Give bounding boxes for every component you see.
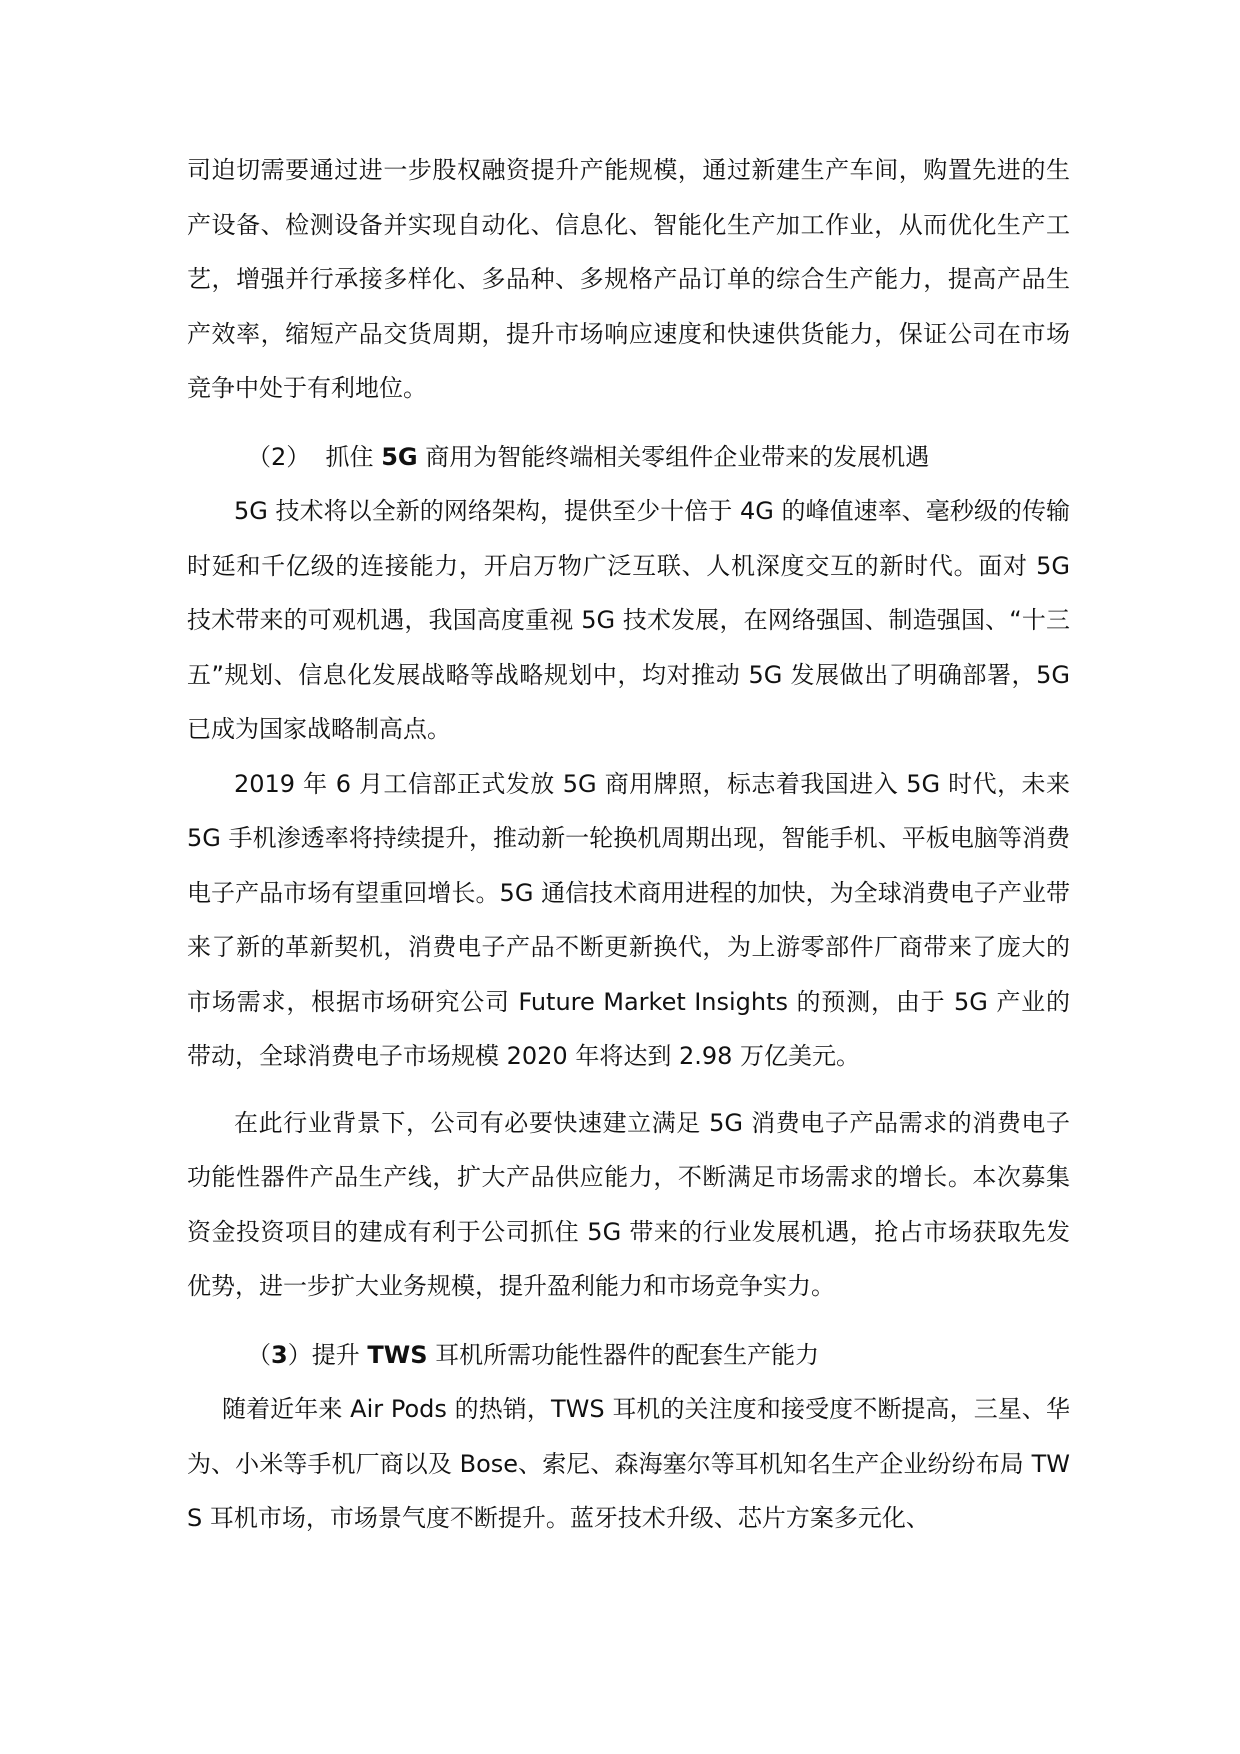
- heading-2-bold: 5G: [381, 442, 418, 471]
- heading-3-pre: 提升: [311, 1340, 368, 1369]
- paragraph-tws: 随着近年来 Air Pods 的热销，TWS 耳机的关注度和接受度不断提高，三星、华为、小米等手机厂商以及 Bose、索尼、森海塞尔等耳机知名生产企业纷纷布局 TWS 耳机市场，市场景气度不断提升。蓝牙技术升级、芯片方案多元化、: [187, 1395, 1070, 1532]
- section-heading-3: [187, 1328, 1070, 1383]
- heading-2-number: （2）: [247, 442, 311, 471]
- heading-3-number: 3: [271, 1340, 288, 1369]
- paragraph-capacity: 司迫切需要通过进一步股权融资提升产能规模，通过新建生产车间，购置先进的生产设备、检测设备并实现自动化、信息化、智能化生产加工作业，从而优化生产工艺，增强并行承接多样化、多品种、多规格产品订单的综合生产能力，提高产品生产效率，缩短产品交货周期，提升市场响应速度和快速供货能力，保证公司在市场竞争中处于有利地位。: [187, 156, 1070, 402]
- heading-2-pre: 抓住: [325, 442, 382, 471]
- paragraph-industry-background: 在此行业背景下，公司有必要快速建立满足 5G 消费电子产品需求的消费电子功能性器件产品生产线，扩大产品供应能力，不断满足市场需求的增长。本次募集资金投资项目的建成有利于公司抓住 5G 带来的行业发展机遇，抢占市场获取先发优势，进一步扩大业务规模，提升盈利能力和市场竞争实力。: [187, 1108, 1070, 1300]
- paragraph-5g-license: 2019 年 6 月工信部正式发放 5G 商用牌照，标志着我国进入 5G 时代，未来 5G 手机渗透率将持续提升，推动新一轮换机周期出现，智能手机、平板电脑等消费电子产品市场有望重回增长。5G 通信技术商用进程的加快，为全球消费电子产业带来了新的革新契机，消费电子产品不断更新换代，为上游零部件厂商带来了庞大的市场需求，根据市场研究公司 Future Market Insights 的预测，由于 5G 产业的带动，全球消费电子市场规模 2020 年将达到 2.98 万亿美元。: [187, 769, 1070, 1070]
- document-page: [187, 143, 1070, 1546]
- paragraph-5g-tech: 5G 技术将以全新的网络架构，提供至少十倍于 4G 的峰值速率、毫秒级的传输时延和千亿级的连接能力，开启万物广泛互联、人机深度交互的新时代。面对 5G 技术带来的可观机遇，我国高度重视 5G 技术发展，在网络强国、制造强国、“十三五”规划、信息化发展战略等战略规划中，均对推动 5G 发展做出了明确部署，5G 已成为国家战略制高点。: [187, 497, 1070, 743]
- heading-2-post: 商用为智能终端相关零组件企业带来的发展机遇: [417, 442, 930, 471]
- heading-3-close: ）: [287, 1340, 312, 1369]
- heading-3-open: （: [247, 1340, 271, 1369]
- heading-3-bold: TWS: [367, 1340, 428, 1369]
- section-heading-2: [187, 430, 1070, 485]
- heading-3-post: 耳机所需功能性器件的配套生产能力: [427, 1340, 820, 1369]
